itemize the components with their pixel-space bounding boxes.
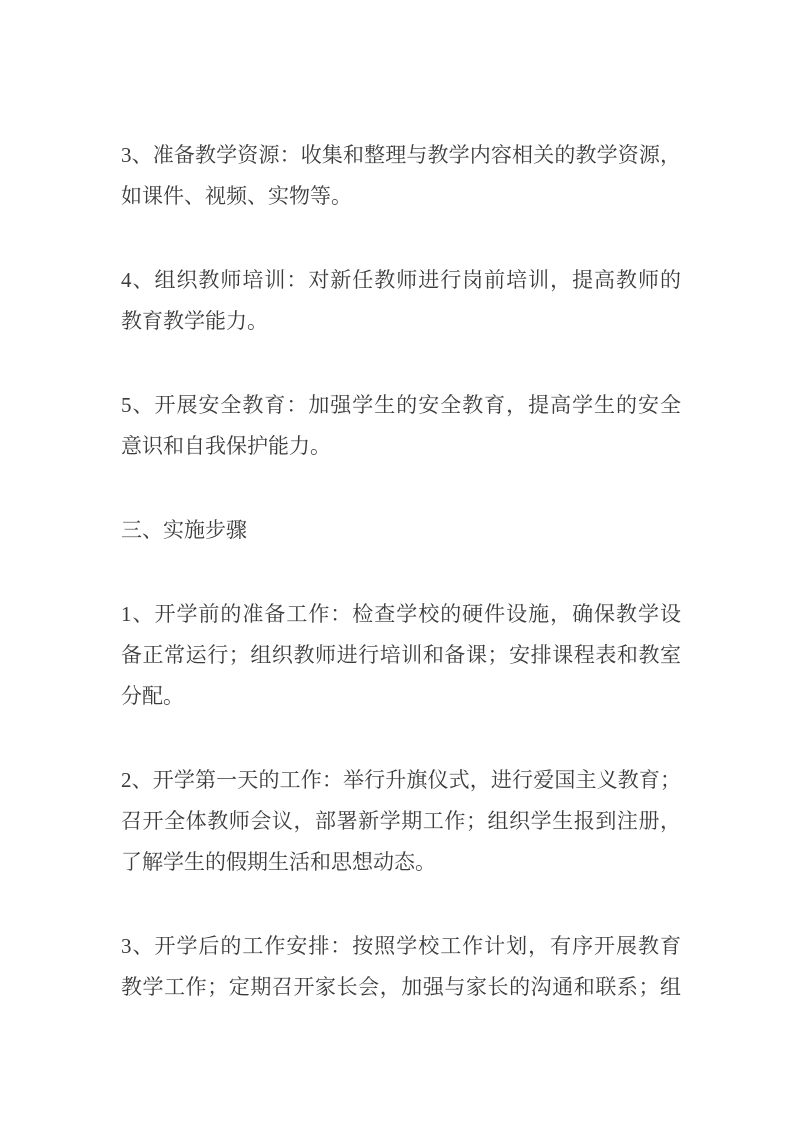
heading-text: 三、实施步骤 [121, 518, 247, 542]
paragraph-post-opening-arrangement [121, 926, 681, 1008]
text-line: 意识和自我保护能力。 [121, 434, 331, 458]
text-line: 4、组织教师培训：对新任教师进行岗前培训，提高教师的 [121, 268, 681, 292]
text-line: 1、开学前的准备工作：检查学校的硬件设施，确保教学设 [121, 602, 681, 626]
text-line: 2、开学第一天的工作：举行升旗仪式，进行爱国主义教育； [121, 768, 681, 792]
paragraph-teacher-training [121, 260, 681, 342]
text-line: 备正常运行；组织教师进行培训和备课；安排课程表和教室 [121, 643, 681, 667]
text-line: 分配。 [121, 684, 184, 708]
text-line: 3、开学后的工作安排：按照学校工作计划，有序开展教育 [121, 934, 681, 958]
paragraph-resources [121, 135, 681, 217]
document-body [121, 135, 681, 1051]
text-line: 5、开展安全教育：加强学生的安全教育，提高学生的安全 [121, 393, 681, 417]
text-line: 3、准备教学资源：收集和整理与教学内容相关的教学资源， [121, 143, 681, 167]
text-line: 教育教学能力。 [121, 309, 268, 333]
text-line: 召开全体教师会议，部署新学期工作；组织学生报到注册， [121, 809, 681, 833]
text-line: 了解学生的假期生活和思想动态。 [121, 850, 436, 874]
paragraph-first-day-work [121, 760, 681, 883]
paragraph-safety-education [121, 385, 681, 467]
paragraph-pre-term-preparation [121, 594, 681, 717]
section-heading-implementation-steps [121, 510, 681, 551]
text-line: 如课件、视频、实物等。 [121, 184, 352, 208]
text-line: 教学工作；定期召开家长会，加强与家长的沟通和联系；组 [121, 975, 681, 999]
